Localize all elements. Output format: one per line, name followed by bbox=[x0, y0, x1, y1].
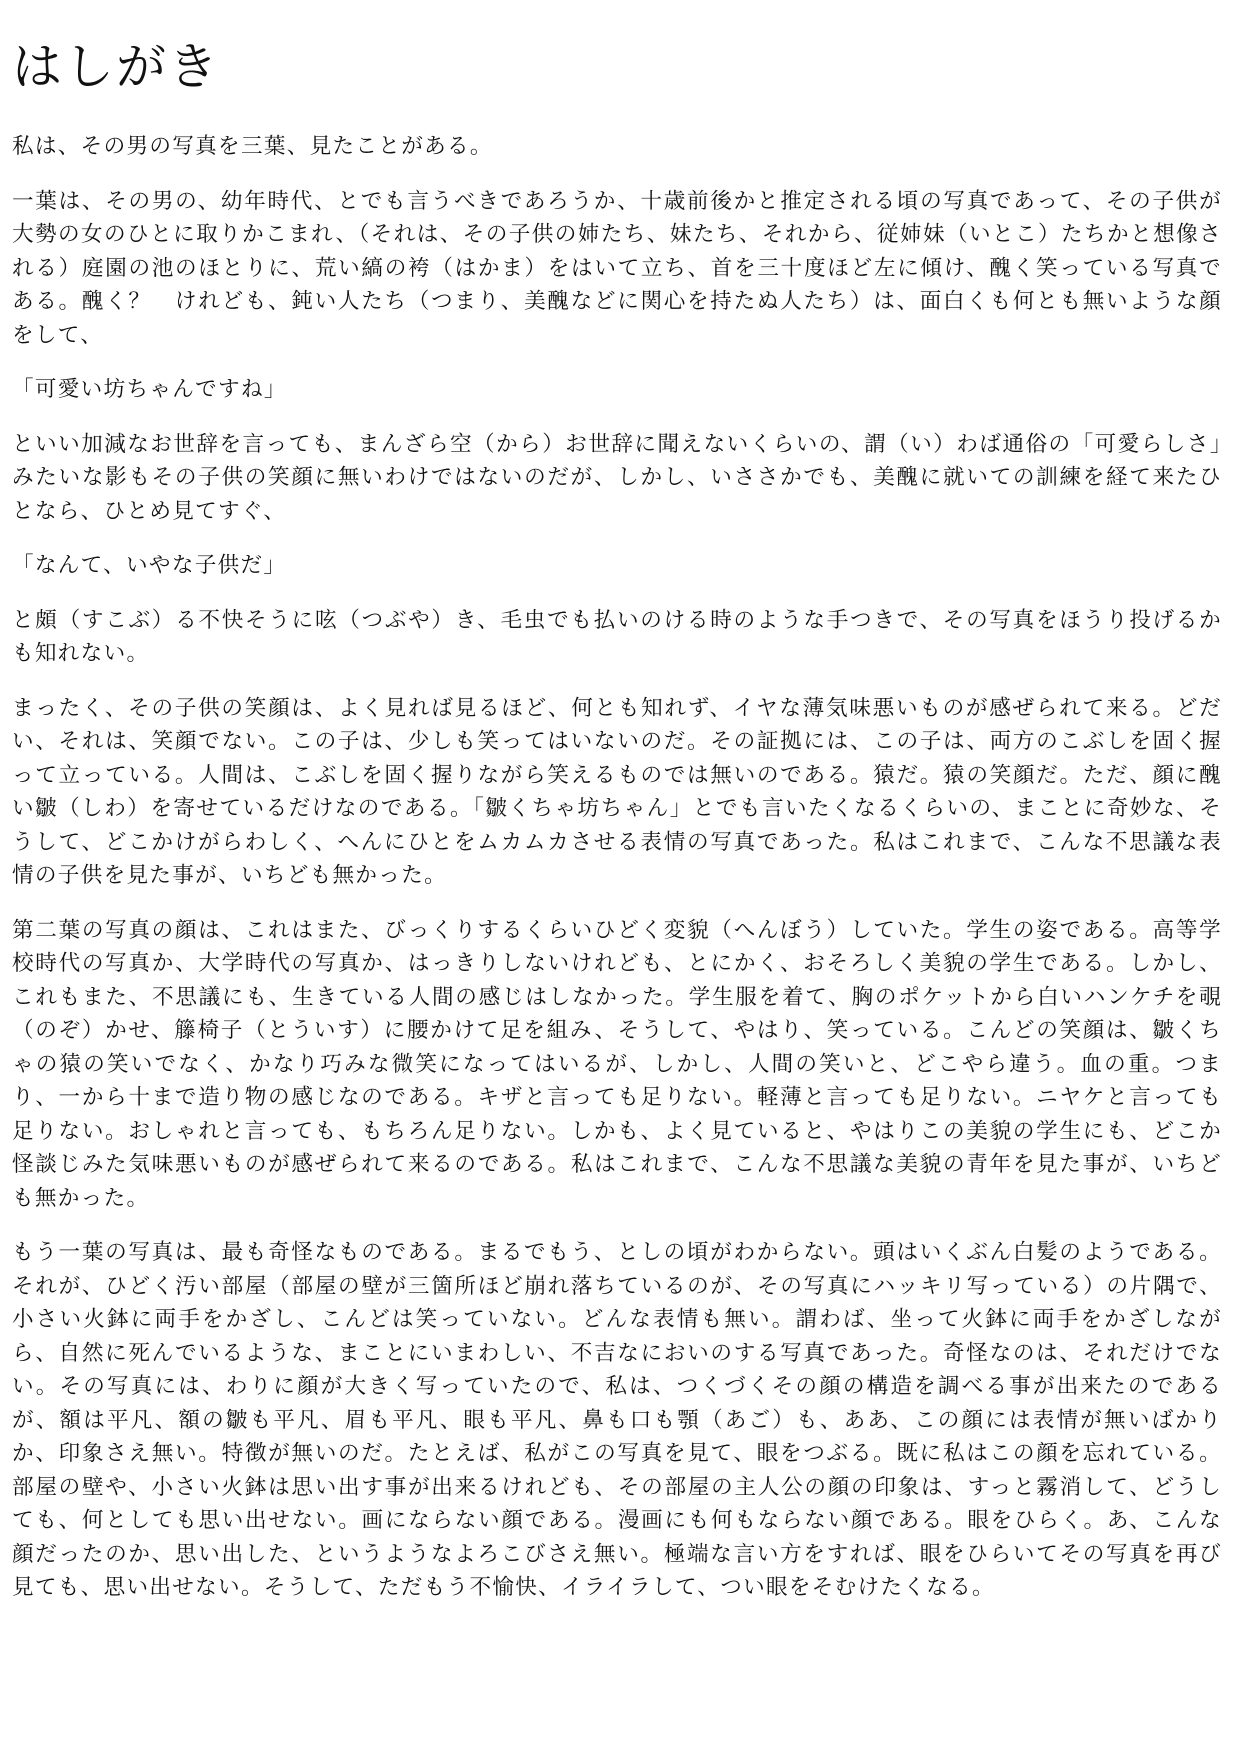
paragraph-quote-cute: 「可愛い坊ちゃんですね」 bbox=[12, 377, 287, 402]
paragraph-flattery: といい加減なお世辞を言っても、まんざら空（から）お世辞に聞えないくらいの、謂（い）わば通俗の「可愛らしさ」みたいな影もその子供の笑顔に無いわけではないのだが、しかし、いささかでも、美醜に就いての訓練を経て来たひとなら、ひとめ見てすぐ、 bbox=[12, 431, 1222, 524]
paragraph-monkey-smile: まったく、その子供の笑顔は、よく見れば見るほど、何とも知れず、イヤな薄気味悪いものが感ぜられて来る。どだい、それは、笑顔でない。この子は、少しも笑ってはいないのだ。その証拠には、この子は、両方のこぶしを固く握って立っている。人間は、こぶしを固く握りながら笑えるものでは無いのである。猿だ。猿の笑顔だ。ただ、顔に醜い皺（しわ）を寄せているだけなのである。「皺くちゃ坊ちゃん」とでも言いたくなるくらいの、まことに奇妙な、そうして、どこかけがらわしく、へんにひとをムカムカさせる表情の写真であった。私はこれまで、こんな不思議な表情の子供を見た事が、いちども無かった。 bbox=[12, 695, 1222, 888]
paragraph-first-photo: 一葉は、その男の、幼年時代、とでも言うべきであろうか、十歳前後かと推定される頃の写真であって、その子供が大勢の女のひとに取りかこまれ、（それは、その子供の姉たち、妹たち、それから、従姉妹（いとこ）たちかと想像される）庭園の池のほとりに、荒い縞の袴（はかま）をはいて立ち、首を三十度ほど左に傾け、醜く笑っている写真である。醜く？ けれども、鈍い人たち（つまり、美醜などに関心を持たぬ人たち）は、面白くも何とも無いような顔をして、 bbox=[12, 188, 1222, 348]
paragraph-intro: 私は、その男の写真を三葉、見たことがある。 bbox=[12, 134, 493, 159]
paragraph-quote-unpleasant: 「なんて、いやな子供だ」 bbox=[12, 553, 287, 578]
page-title: はしがき bbox=[12, 38, 220, 96]
paragraph-third-photo: もう一葉の写真は、最も奇怪なものである。まるでもう、としの頃がわからない。頭はいくぶん白髪のようである。それが、ひどく汚い部屋（部屋の壁が三箇所ほど崩れ落ちているのが、その写真にハッキリ写っている）の片隅で、小さい火鉢に両手をかざし、こんどは笑っていない。どんな表情も無い。謂わば、坐って火鉢に両手をかざしながら、自然に死んでいるような、まことにいまわしい、不吉なにおいのする写真であった。奇怪なのは、それだけでない。その写真には、わりに顔が大きく写っていたので、私は、つくづくその顔の構造を調べる事が出来たのであるが、額は平凡、額の皺も平凡、眉も平凡、眼も平凡、鼻も口も顎（あご）も、ああ、この顔には表情が無いばかりか、印象さえ無い。特徴が無いのだ。たとえば、私がこの写真を見て、眼をつぶる。既に私はこの顔を忘れている。部屋の壁や、小さい火鉢は思い出す事が出来るけれども、その部屋の主人公の顔の印象は、すっと霧消して、どうしても、何としても思い出せない。画にならない顔である。漫画にも何もならない顔である。眼をひらく。あ、こんな顔だったのか、思い出した、というようなよろこびさえ無い。極端な言い方をすれば、眼をひらいてその写真を再び見ても、思い出せない。そうして、ただもう不愉快、イライラして、つい眼をそむけたくなる。 bbox=[12, 1240, 1222, 1600]
document-page bbox=[12, 30, 1222, 1626]
paragraph-second-photo: 第二葉の写真の顔は、これはまた、びっくりするくらいひどく変貌（へんぼう）していた。学生の姿である。高等学校時代の写真か、大学時代の写真か、はっきりしないけれども、とにかく、おそろしく美貌の学生である。しかし、これもまた、不思議にも、生きている人間の感じはしなかった。学生服を着て、胸のポケットから白いハンケチを覗（のぞ）かせ、籐椅子（とういす）に腰かけて足を組み、そうして、やはり、笑っている。こんどの笑顔は、皺くちゃの猿の笑いでなく、かなり巧みな微笑になってはいるが、しかし、人間の笑いと、どこやら違う。血の重。つまり、一から十まで造り物の感じなのである。キザと言っても足りない。軽薄と言っても足りない。ニヤケと言っても足りない。おしゃれと言っても、もちろん足りない。しかも、よく見ていると、やはりこの美貌の学生にも、どこか怪談じみた気味悪いものが感ぜられて来るのである。私はこれまで、こんな不思議な美貌の青年を見た事が、いちども無かった。 bbox=[12, 917, 1222, 1211]
paragraph-throw-away: と頗（すこぶ）る不快そうに呟（つぶや）き、毛虫でも払いのける時のような手つきで、その写真をほうり投げるかも知れない。 bbox=[12, 607, 1222, 666]
